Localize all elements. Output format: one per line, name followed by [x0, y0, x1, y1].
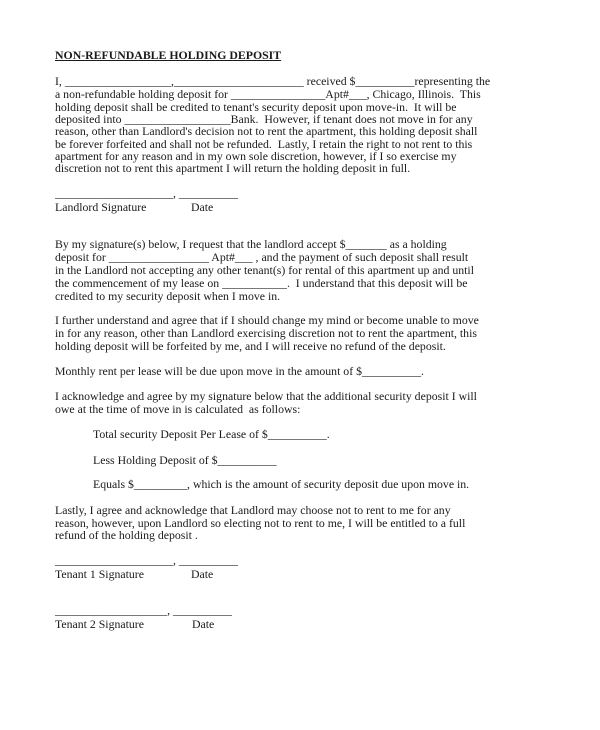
- signature-label: Tenant 2 Signature: [55, 617, 144, 631]
- text-line: holding deposit will be forfeited by me, and I will receive no refund of the deposit.: [55, 339, 446, 353]
- signature-line[interactable]: ____________________, __________: [55, 186, 238, 200]
- text-line: I acknowledge and agree by my signature below that the additional security deposit I will: [55, 389, 477, 403]
- monthly-rent-line: Monthly rent per lease will be due upon move in the amount of $__________.: [55, 364, 424, 378]
- text-line: in the Landlord not accepting any other tenant(s) for rental of this apartment up and until: [55, 263, 474, 277]
- text-line: I further understand and agree that if I should change my mind or become unable to move: [55, 313, 479, 327]
- date-label: Date: [191, 567, 214, 581]
- text-line: holding deposit shall be credited to tenant's security deposit upon move-in. It will be: [55, 100, 457, 114]
- signature-label: Tenant 1 Signature: [55, 567, 144, 581]
- date-label: Date: [192, 617, 215, 631]
- signature-line[interactable]: ____________________, __________: [55, 553, 238, 567]
- text-line: I, __________________,______________________ received $__________representing the: [55, 74, 491, 88]
- text-line: refund of the holding deposit .: [55, 528, 198, 542]
- signature-label: Landlord Signature: [55, 200, 147, 214]
- text-line: discretion not to rent this apartment I will return the holding deposit in full.: [55, 161, 411, 175]
- text-line: be forever forfeited and shall not be refunded. Lastly, I retain the right to not rent to this: [55, 137, 473, 151]
- text-line: a non-refundable holding deposit for ________________Apt#___, Chicago, Illinois. This: [55, 87, 481, 101]
- text-line: Lastly, I agree and acknowledge that Landlord may choose not to rent to me for any: [55, 503, 451, 517]
- text-line: in for any reason, other than Landlord exercising discretion not to rent the apartment, this: [55, 326, 477, 340]
- text-line: deposited into __________________Bank. However, if tenant does not move in for any: [55, 112, 473, 126]
- signature-line[interactable]: ___________________, __________: [55, 603, 232, 617]
- text-line: reason, however, upon Landlord so electing not to rent to me, I will be entitled to a full: [55, 516, 466, 530]
- document-title: NON-REFUNDABLE HOLDING DEPOSIT: [55, 48, 282, 62]
- text-line: reason, other than Landlord's decision not to rent the apartment, this holding deposit shall: [55, 124, 478, 138]
- less-holding-line: Less Holding Deposit of $__________: [93, 453, 277, 467]
- equals-line: Equals $_________, which is the amount of security deposit due upon move in.: [93, 477, 470, 491]
- text-line: apartment for any reason and in my own sole discretion, however, if I so exercise my: [55, 149, 457, 163]
- text-line: the commencement of my lease on ___________. I understand that this deposit will be: [55, 276, 468, 290]
- total-deposit-line: Total security Deposit Per Lease of $__________.: [93, 427, 330, 441]
- date-label: Date: [191, 200, 214, 214]
- text-line: owe at the time of move in is calculated as follows:: [55, 402, 301, 416]
- text-line: deposit for _________________ Apt#___ , and the payment of such deposit shall result: [55, 250, 469, 264]
- text-line: By my signature(s) below, I request that the landlord accept $_______ as a holding: [55, 237, 447, 251]
- text-line: credited to my security deposit when I move in.: [55, 289, 281, 303]
